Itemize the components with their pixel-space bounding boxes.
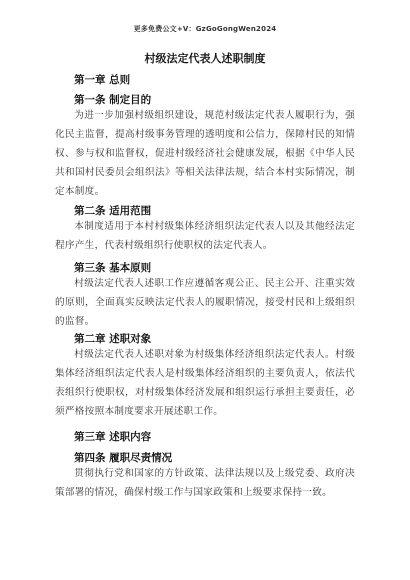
article-1-heading: 第一条 制定目的 xyxy=(74,94,152,106)
article-1-text: 为进一步加强村级组织建设，规范村级法定代表人履职行为，强化民主监督，提高村级事务管理的透明度和公信力，保障村民的知情权、参与权和监督权，促进村级经济社会健康发展，根据《中华人民共和国村民委员会组织法》等相关法律法规，结合本村实际情况，制定本制度。 xyxy=(55,110,355,197)
article-3-heading: 第三条 基本原则 xyxy=(74,262,152,274)
chapter-3-heading: 第三章 述职内容 xyxy=(74,431,152,443)
article-3-text: 村级法定代表人述职工作应遵循客观公正、民主公开、注重实效的原则，全面真实反映法定代表人的履职情况，接受村民和上级组织的监督。 xyxy=(55,278,355,327)
chapter-2-text: 村级法定代表人述职对象为村级集体经济组织法定代表人。村级集体经济组织法定代表人是村级集体经济组织的主要负责人，依法代表组织行使职权，对村级集体经济发展和组织运行承担主要责任，必须严格按照本制度要求开展述职工作。 xyxy=(55,349,355,417)
article-4-paragraph xyxy=(55,464,355,502)
header-note: 更多免费公文+V：GzGoGongWen2024 xyxy=(133,25,277,33)
article-3-paragraph xyxy=(55,274,355,331)
chapter-2-heading: 第二章 述职对象 xyxy=(74,333,152,345)
article-2-text: 本制度适用于本村村级集体经济组织法定代表人以及其他经法定程序产生，代表村级组织行使职权的法定代表人。 xyxy=(55,221,355,251)
document-title: 村级法定代表人述职制度 xyxy=(144,52,266,65)
chapter-2-paragraph xyxy=(55,345,355,421)
chapter-1-heading: 第一章 总则 xyxy=(74,74,131,86)
article-4-heading: 第四条 履职尽责情况 xyxy=(74,452,173,464)
article-2-paragraph xyxy=(55,217,355,255)
article-1-paragraph xyxy=(55,106,355,201)
article-2-heading: 第二条 适用范围 xyxy=(74,205,152,217)
article-4-text: 贯彻执行党和国家的方针政策、法律法规以及上级党委、政府决策部署的情况，确保村级工作与国家政策和上级要求保持一致。 xyxy=(55,468,355,498)
